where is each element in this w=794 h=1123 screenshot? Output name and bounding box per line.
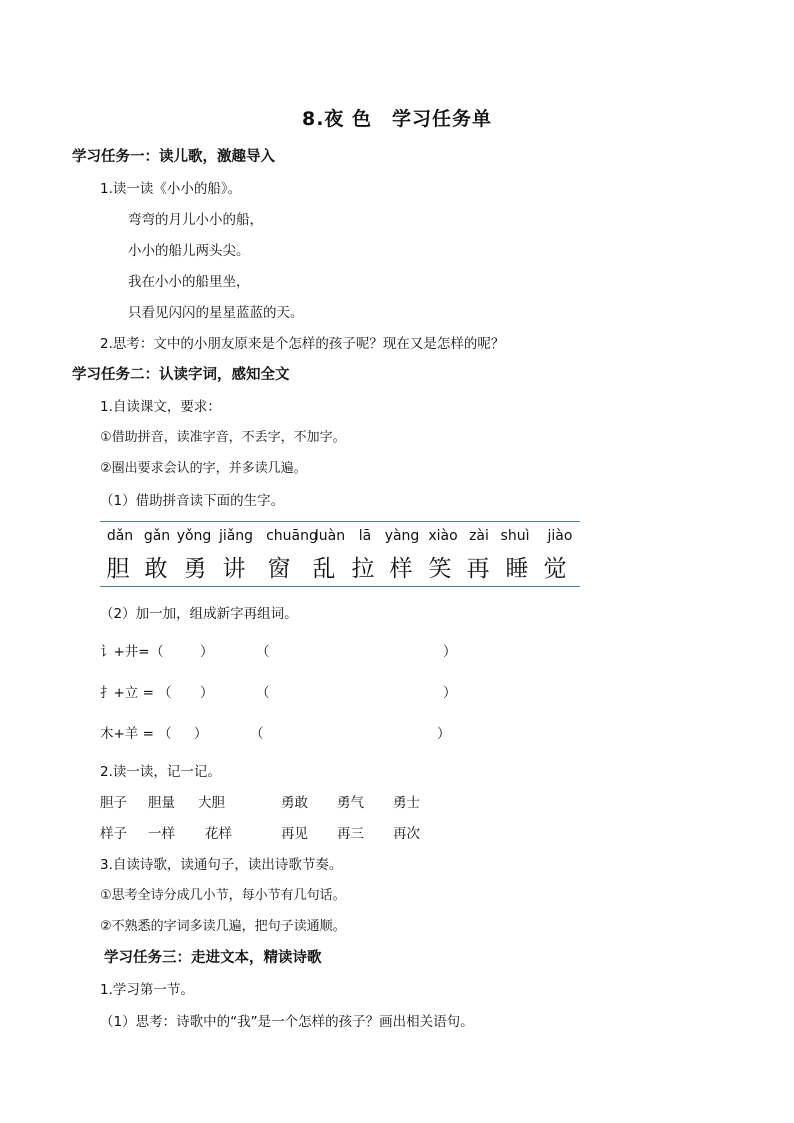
hanzi-cell: 勇 (183, 556, 207, 582)
task1-item2: 2.思考：文中的小朋友原来是个怎样的孩子呢？现在又是怎样的呢？ (100, 336, 505, 352)
pinyin-cell: shuì (500, 528, 530, 544)
word: 再次 (393, 826, 420, 842)
blank-close: ） (443, 685, 457, 701)
task1-item1: 1.读一读《小小的船》。 (100, 181, 242, 197)
blank-close: ） (443, 644, 457, 660)
task2-sub2: （2）加一加，组成新字再组词。 (100, 606, 298, 622)
task1-heading: 学习任务一：读儿歌，激趣导入 (72, 149, 275, 165)
pinyin-cell: yàng (384, 528, 420, 544)
task2-req3: ①思考全诗分成几小节，每小节有几句话。 (100, 888, 346, 903)
word: 胆子 (100, 795, 127, 811)
word: 胆量 (148, 795, 175, 811)
pinyin-cell: dǎn (106, 528, 134, 544)
blank-open: （ (158, 726, 172, 742)
blank-open: （ (256, 644, 270, 660)
pinyin-cell: gǎn (143, 528, 171, 544)
blank-open: （ (150, 644, 164, 660)
hanzi-cell: 再 (466, 556, 490, 582)
pinyin-cell: yǒng (176, 528, 212, 544)
hanzi-cell: 敢 (144, 556, 168, 582)
poem-line-1: 弯弯的月儿小小的船， (128, 212, 263, 228)
task2-req1: ①借助拼音，读准字音，不丢字，不加字。 (100, 430, 346, 445)
blank-open: （ (256, 685, 270, 701)
word: 勇士 (393, 795, 420, 811)
hanzi-cell: 窗 (267, 556, 291, 582)
combo-formula: 讠+井= (100, 644, 150, 660)
page-title: 8.夜 色 学习任务单 (301, 108, 493, 130)
pinyin-cell: zài (469, 528, 489, 544)
task2-req2: ②圈出要求会认的字，并多读几遍。 (100, 461, 307, 476)
combo-formula: 木+羊 = (100, 726, 154, 742)
pinyin-cell: jiào (547, 528, 573, 544)
hanzi-cell: 胆 (106, 556, 130, 582)
task2-item1: 1.自读课文，要求： (100, 399, 221, 415)
word: 再见 (281, 826, 308, 842)
task3-heading: 学习任务三：走进文本，精读诗歌 (104, 950, 322, 966)
hanzi-cell: 样 (389, 556, 413, 582)
task2-req4: ②不熟悉的字词多读几遍，把句子读通顺。 (100, 919, 346, 934)
hanzi-cell: 拉 (351, 556, 375, 582)
pinyin-cell: luàn (314, 528, 346, 544)
hanzi-cell: 睡 (505, 556, 529, 582)
task2-sub1: （1）借助拼音读下面的生字。 (100, 493, 285, 509)
task2-heading: 学习任务二：认读字词，感知全文 (72, 367, 290, 383)
combo-formula: 扌+立 = (100, 685, 154, 701)
pinyin-cell: chuāng (266, 528, 318, 544)
word: 再三 (337, 826, 364, 842)
word: 勇气 (337, 795, 364, 811)
word: 样子 (100, 826, 127, 842)
pinyin-cell: xiào (428, 528, 458, 544)
word: 花样 (205, 826, 232, 842)
pinyin-cell: lā (358, 528, 372, 544)
blank-close: ） (200, 685, 214, 701)
word: 勇敢 (281, 795, 308, 811)
task3-sub1: （1）思考：诗歌中的“我”是一个怎样的孩子？画出相关语句。 (100, 1014, 474, 1030)
hanzi-cell: 觉 (543, 556, 567, 582)
poem-line-2: 小小的船儿两头尖。 (128, 243, 250, 259)
blank-open: （ (250, 726, 264, 742)
hanzi-cell: 讲 (222, 556, 246, 582)
word: 一样 (148, 826, 175, 842)
task3-item1: 1.学习第一节。 (100, 982, 194, 998)
hanzi-cell: 笑 (428, 556, 452, 582)
hanzi-cell: 乱 (312, 556, 336, 582)
blank-close: ） (200, 644, 214, 660)
word: 大胆 (198, 795, 225, 811)
task2-item2: 2.读一读，记一记。 (100, 764, 221, 780)
poem-line-4: 只看见闪闪的星星蓝蓝的天。 (128, 305, 304, 321)
pinyin-character-table (100, 521, 580, 587)
blank-open: （ (158, 685, 172, 701)
poem-line-3: 我在小小的船里坐， (128, 274, 250, 290)
task2-item3: 3.自读诗歌，读通句子，读出诗歌节奏。 (100, 857, 343, 873)
blank-close: ） (194, 726, 208, 742)
blank-close: ） (437, 726, 451, 742)
pinyin-cell: jiǎng (218, 528, 254, 544)
